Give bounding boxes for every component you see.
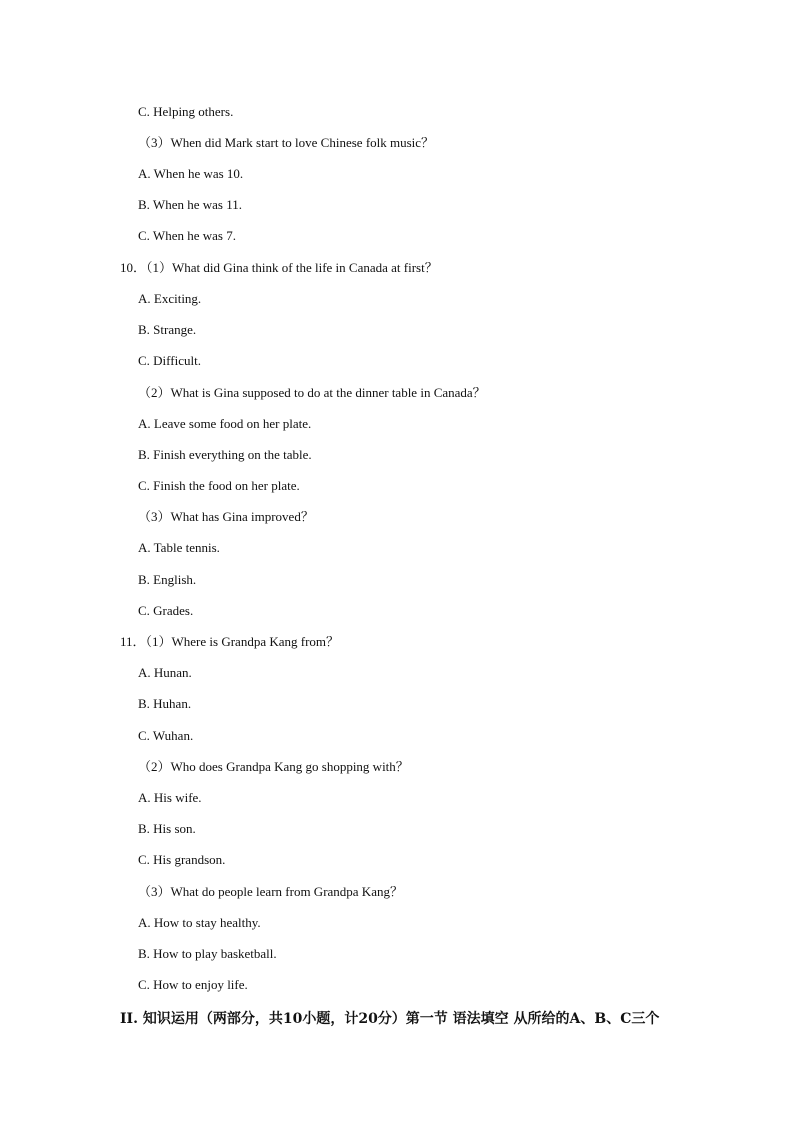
q11-1-option-a: A. Hunan. [138, 665, 192, 680]
q10-2-option-c: C. Finish the food on her plate. [138, 478, 300, 493]
q10-1-option-a: A. Exciting. [138, 291, 202, 306]
q11-3-option-c: C. How to enjoy life. [138, 977, 248, 992]
q9-3-option-a: A. When he was 10. [138, 166, 244, 181]
q11-1-option-b: B. Huhan. [138, 696, 192, 711]
q11-question-1: 11．（1）Where is Grandpa Kang from？ [120, 634, 340, 649]
q11-question-2: （2）Who does Grandpa Kang go shopping with？ [138, 759, 409, 774]
q11-2-option-a: A. His wife. [138, 790, 202, 805]
section-2-heading: II. 知识运用（两部分，共10小题，计20分）第一节 语法填空 从所给的A、B、C三个 [120, 1011, 660, 1027]
q9-3-option-c-prev: C. Helping others. [138, 104, 234, 119]
q11-question-3: （3）What do people learn from Grandpa Kang？ [138, 884, 403, 899]
q10-3-option-a: A. Table tennis. [138, 540, 220, 555]
q11-3-option-a: A. How to stay healthy. [138, 915, 261, 930]
q11-2-option-c: C. His grandson. [138, 852, 226, 867]
q11-2-option-b: B. His son. [138, 821, 196, 836]
q10-question-2: （2）What is Gina supposed to do at the dinner table in Canada？ [138, 385, 486, 400]
q10-1-option-b: B. Strange. [138, 322, 197, 337]
q9-3-option-b: B. When he was 11. [138, 197, 242, 212]
q10-question-3: （3）What has Gina improved？ [138, 509, 314, 524]
q10-3-option-b: B. English. [138, 572, 197, 587]
q10-1-option-c: C. Difficult. [138, 353, 201, 368]
q9-3-option-c: C. When he was 7. [138, 228, 236, 243]
q10-3-option-c: C. Grades. [138, 603, 194, 618]
q11-1-option-c: C. Wuhan. [138, 728, 194, 743]
q11-3-option-b: B. How to play basketball. [138, 946, 277, 961]
q10-2-option-b: B. Finish everything on the table. [138, 447, 312, 462]
q10-question-1: 10．（1）What did Gina think of the life in Canada at first？ [120, 260, 438, 275]
q9-question-3: （3）When did Mark start to love Chinese folk music？ [138, 135, 435, 150]
q10-2-option-a: A. Leave some food on her plate. [138, 416, 312, 431]
